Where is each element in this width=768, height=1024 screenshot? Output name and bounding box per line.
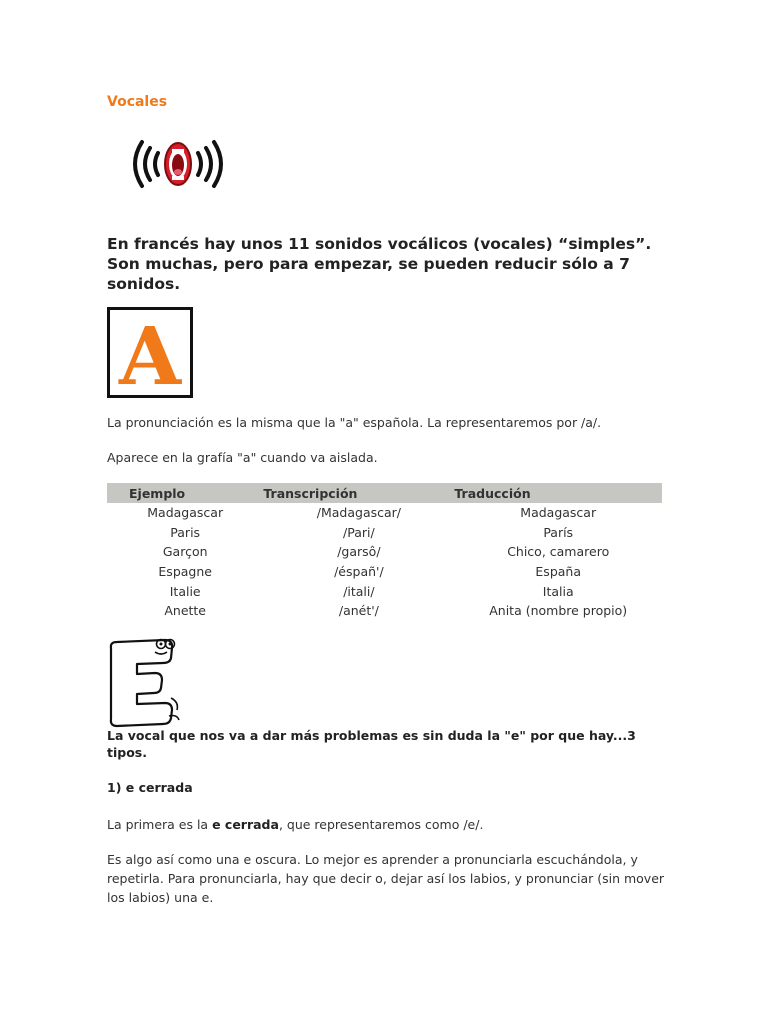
paragraph-grafia: Aparece en la grafía "a" cuando va aislada.: [107, 450, 378, 465]
e-vowel-warning: La vocal que nos va a dar más problemas es sin duda la "e" por que hay...3 tipos.: [107, 728, 636, 760]
intro-text: En francés hay unos 11 sonidos vocálicos (vocales) “simples”. Son muchas, pero para empezar, se pueden reducir sólo a 7 sonidos.: [107, 235, 652, 293]
cell-ejemplo: Espagne: [158, 564, 212, 580]
page-title: Vocales: [107, 94, 168, 110]
cell-ejemplo: Italie: [169, 583, 201, 599]
cell-traduccion: Chico, camarero: [507, 544, 610, 560]
cell-traduccion: Anita (nombre propio): [489, 603, 628, 619]
table-header-row: [107, 483, 662, 503]
cell-transcripcion: /anét'/: [338, 603, 379, 619]
paragraph-e-cerrada: [107, 815, 667, 834]
paragraph-e-cerrada-start: La primera es la: [107, 817, 213, 832]
cell-ejemplo: Madagascar: [147, 505, 224, 521]
table-row: [107, 523, 662, 543]
sound-waves-mouth-icon: [128, 136, 228, 192]
cell-transcripcion: /Madagascar/: [316, 505, 402, 521]
table-row: [107, 562, 662, 582]
paragraph-pronunciation: La pronunciación es la misma que la "a" española. La representaremos por /a/.: [107, 415, 602, 430]
cell-transcripcion: /éspañ'/: [334, 564, 384, 580]
cell-transcripcion: /garsô/: [337, 544, 381, 560]
paragraph-e-cerrada-bold: e cerrada: [212, 817, 279, 832]
cell-traduccion: Italia: [542, 583, 574, 599]
letter-a-image: [107, 307, 193, 398]
table-row: [107, 601, 662, 621]
paragraph-e-pronunciation: Es algo así como una e oscura. Lo mejor es aprender a pronunciarla escuchándola, y repetirla. Para pronunciarla, hay que decir o, dejar así los labios, y pronunciar (sin mover los labios) una e.: [107, 852, 665, 905]
table-row: [107, 503, 662, 523]
cell-ejemplo: Anette: [164, 603, 207, 619]
cell-transcripcion: /itali/: [343, 583, 375, 599]
cell-traduccion: París: [543, 524, 574, 540]
examples-table: [107, 483, 662, 621]
cell-transcripcion: /Pari/: [343, 524, 375, 540]
header-ejemplo: Ejemplo: [107, 483, 263, 503]
section-heading-e-cerrada: 1) e cerrada: [107, 780, 193, 795]
cell-ejemplo: Garçon: [162, 544, 208, 560]
cell-traduccion: España: [535, 564, 581, 580]
cell-traduccion: Madagascar: [520, 505, 597, 521]
letter-e-character-image: [107, 636, 187, 728]
header-transcripcion: Transcripción: [263, 483, 454, 503]
table-row: [107, 581, 662, 601]
paragraph-e-cerrada-end: , que representaremos como /e/.: [278, 817, 484, 832]
letter-a-glyph: A: [118, 310, 182, 395]
header-traduccion: Traducción: [454, 483, 662, 503]
cell-ejemplo: Paris: [170, 524, 201, 540]
table-row: [107, 542, 662, 562]
